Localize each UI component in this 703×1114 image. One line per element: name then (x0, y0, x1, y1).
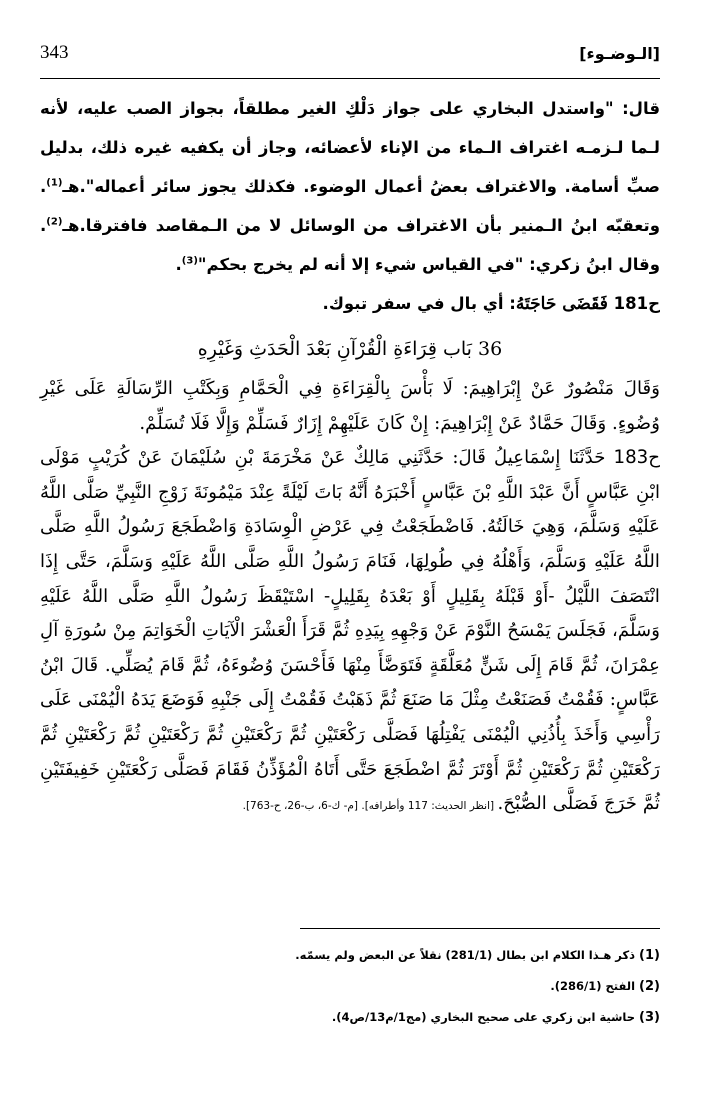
footnote-text: ذكر هـذا الكلام ابن بطال (281/1) نقلاً عن البعض ولم يسمّه. (295, 948, 640, 962)
book-page (40, 38, 660, 1098)
commentary-text: . وتعقبّه ابنُ الـمنير بأن الاغتراف من الوسائل لا من الـمقاصد فافترقا.هـ (40, 177, 660, 235)
hadith-references: [انظر الحديث: 117 وأطرافه]. [م- ك-6، ب-26، ح-763]. (242, 800, 498, 813)
page-number: 343 (40, 42, 69, 63)
hadith-text (40, 372, 660, 824)
gloss-lemma: فَقَضَى حَاجَتَهُ (515, 294, 608, 314)
chapter-title: [الـوضـوء] (579, 44, 660, 63)
footnote-number: (2) (639, 979, 660, 994)
commentary-text: قال: "واستدل البخاري على جواز دَلْكِ الغير مطلقاً، بجواز الصب عليه، لأنه لـما لـزمـه اغتراف الـماء من الإناء لأعضائه، وجاز أن يكفيه غيره ذلك، بدليل صبِّ أسامة. والاغتراف بعضُ أعمال الوضوء. فكذلك يجوز سائر أعماله".هـ (40, 99, 660, 196)
commentary-text: . (175, 255, 182, 274)
gloss-ref: ح181 (613, 294, 660, 313)
hadith-number: ح183 (613, 447, 660, 469)
footnote-text: حاشية ابن زكري على صحيح البخاري (مج1/م13/ص4). (331, 1010, 640, 1024)
hadith-intro: وَقَالَ مَنْصُورٌ عَنْ إِبْرَاهِيمَ: لَا بَأْسَ بِالْقِرَاءَةِ فِي الْحَمَّامِ وَبِكَتْبِ الرِّسَالَةِ عَلَى غَيْرِ وُضُوءٍ. وَقَالَ حَمَّادٌ عَنْ إِبْرَاهِيمَ: إِنْ كَانَ عَلَيْهِمْ إِزَارٌ فَسَلِّمْ وَإِلَّا فَلَا تُسَلِّمْ. (40, 378, 660, 434)
footnote-marker: (2) (46, 216, 63, 228)
gloss-explanation: : أي بال في سفر تبوك. (322, 294, 516, 313)
footnote-marker: (1) (46, 177, 63, 189)
chapter-heading: 36 بَاب قِرَاءَةِ الْقُرْآنِ بَعْدَ الْحَدَثِ وَغَيْرِهِ (197, 338, 503, 360)
footnote-number: (3) (639, 1010, 660, 1025)
footnote-marker: (3) (181, 255, 198, 267)
commentary-paragraph (40, 89, 660, 284)
footnote-number: (1) (639, 948, 660, 963)
commentary-text: . وقال ابنُ زكري: "في القياس شيء إلا أنه لم يخرج بحكم" (40, 216, 660, 274)
hadith-body: حَدَّثَنَا إِسْمَاعِيلُ قَالَ: حَدَّثَنِي مَالِكٌ عَنْ مَخْرَمَةَ بْنِ سُلَيْمَانَ عَنْ كُرَيْبٍ مَوْلَى ابْنِ عَبَّاسٍ أَنَّ عَبْدَ اللَّهِ بْنَ عَبَّاسٍ أَخْبَرَهُ أَنَّهُ بَاتَ لَيْلَةً عِنْدَ مَيْمُونَةَ زَوْجِ النَّبِيِّ صَلَّى اللَّهُ عَلَيْهِ وَسَلَّمَ، وَهِيَ خَالَتُهُ. فَاضْطَجَعْتُ فِي عَرْضِ الْوِسَادَةِ وَاضْطَجَعَ رَسُولُ اللَّهِ صَلَّى اللَّهُ عَلَيْهِ وَسَلَّمَ، وَأَهْلُهُ فِي طُولِهَا، فَنَامَ رَسُولُ اللَّهِ صَلَّى اللَّهُ عَلَيْهِ وَسَلَّمَ، حَتَّى إِذَا انْتَصَفَ اللَّيْلُ -أَوْ قَبْلَهُ بِقَلِيلٍ أَوْ بَعْدَهُ بِقَلِيلٍ- اسْتَيْقَظَ رَسُولُ اللَّهِ صَلَّى اللَّهُ عَلَيْهِ وَسَلَّمَ، فَجَلَسَ يَمْسَحُ النَّوْمَ عَنْ وَجْهِهِ بِيَدِهِ ثُمَّ قَرَأَ الْعَشْرَ الْآيَاتِ الْخَوَاتِمَ مِنْ سُورَةِ آلِ عِمْرَانَ، ثُمَّ قَامَ إِلَى شَنٍّ مُعَلَّقَةٍ فَتَوَضَّأَ مِنْهَا فَأَحْسَنَ وُضُوءَهُ، ثُمَّ قَامَ يُصَلِّي. قَالَ ابْنُ عَبَّاسٍ: فَقُمْتُ فَصَنَعْتُ مِثْلَ مَا صَنَعَ ثُمَّ ذَهَبْتُ فَقُمْتُ إِلَى جَنْبِهِ فَوَضَعَ يَدَهُ الْيُمْنَى عَلَى رَأْسِي وَأَخَذَ بِأُذُنِي الْيُمْنَى يَفْتِلُهَا فَصَلَّى رَكْعَتَيْنِ ثُمَّ رَكْعَتَيْنِ ثُمَّ رَكْعَتَيْنِ ثُمَّ رَكْعَتَيْنِ ثُمَّ رَكْعَتَيْنِ ثُمَّ رَكْعَتَيْنِ ثُمَّ أَوْتَرَ ثُمَّ اضْطَجَعَ حَتَّى أَتَاهُ الْمُؤَذِّنُ فَقَامَ فَصَلَّى رَكْعَتَيْنِ خَفِيفَتَيْنِ ثُمَّ خَرَجَ فَصَلَّى الصُّبْحَ. (40, 447, 660, 815)
running-header (40, 38, 660, 79)
gloss-line (40, 286, 660, 322)
footnote-text: الفتح (286/1). (550, 979, 640, 993)
